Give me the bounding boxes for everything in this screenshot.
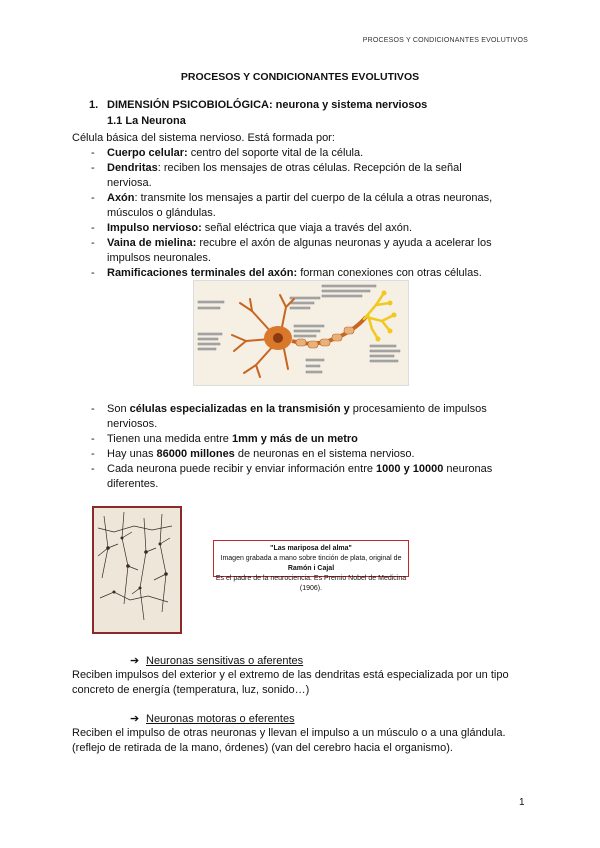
page-number: 1: [519, 797, 525, 808]
neuron-diagram-image: [193, 280, 409, 386]
arrow-icon: ➔: [130, 655, 140, 667]
list-item: - Axón: transmite los mensajes a partir del cuerpo de la célula a otras neuronas, músculos o glándulas.: [0, 191, 507, 221]
section-heading: [89, 99, 427, 111]
page-header: PROCESOS Y CONDICIONANTES EVOLUTIVOS: [362, 37, 528, 44]
sensory-neurons-heading: [130, 654, 303, 667]
motor-neurons-text: Reciben el impulso de otras neuronas y llevan el impulso a un músculo o a una glándula. (reflejo de retirada de la mano, órdenes) (van del cerebro hacia el organismo).: [72, 727, 506, 754]
arrow-icon: ➔: [130, 713, 140, 725]
document-title: PROCESOS Y CONDICIONANTES EVOLUTIVOS: [180, 71, 420, 83]
subsection-heading: 1.1 La Neurona: [107, 115, 186, 127]
caption-title: "Las mariposa del alma": [270, 545, 352, 552]
section-number: 1.: [89, 99, 99, 111]
list-item: - Impulso nervioso: señal eléctrica que viaja a través del axón.: [0, 221, 507, 236]
list-item: - Cuerpo celular: centro del soporte vital de la célula.: [0, 146, 507, 161]
motor-neurons-heading: [130, 712, 295, 725]
list-item: - Tienen una medida entre 1mm y más de un metro: [0, 432, 507, 447]
caption-line: Es el padre de la neurociencia. Es Premio Nobel de Medicina (1906).: [215, 575, 407, 592]
list-item: - Cada neurona puede recibir y enviar información entre 1000 y 10000 neuronas diferentes.: [0, 462, 507, 492]
sensory-neurons-text: Reciben impulsos del exterior y el extremo de las dendritas está especializada por un tipo concreto de energía (temperatura, luz, sonido…): [72, 669, 509, 696]
image-caption-box: [213, 540, 409, 592]
list-item: - Son células especializadas en la transmisión y procesamiento de impulsos nerviosos.: [0, 402, 507, 432]
cajal-drawing-image: [92, 506, 182, 634]
neuron-parts-list: [0, 146, 600, 281]
intro-paragraph: Célula básica del sistema nervioso. Está formada por:: [72, 132, 335, 144]
list-item: - Vaina de mielina: recubre el axón de algunas neuronas y ayuda a acelerar los impulsos neuronales.: [0, 236, 507, 266]
heading-label: Neuronas sensitivas o aferentes: [146, 655, 304, 667]
list-item: - Hay unas 86000 millones de neuronas en el sistema nervioso.: [0, 447, 507, 462]
caption-line: Imagen grabada a mano sobre tinción de plata, original de Ramón i Cajal: [220, 555, 402, 572]
heading-label: Neuronas motoras o eferentes: [146, 713, 295, 725]
section-title: DIMENSIÓN PSICOBIOLÓGICA: neurona y sistema nerviosos: [107, 99, 428, 111]
list-item: - Ramificaciones terminales del axón: forman conexiones con otras células.: [0, 266, 507, 281]
list-item: - Dendritas: reciben los mensajes de otras células. Recepción de la señal nerviosa.: [0, 161, 507, 191]
neuron-facts-list: [0, 402, 600, 492]
